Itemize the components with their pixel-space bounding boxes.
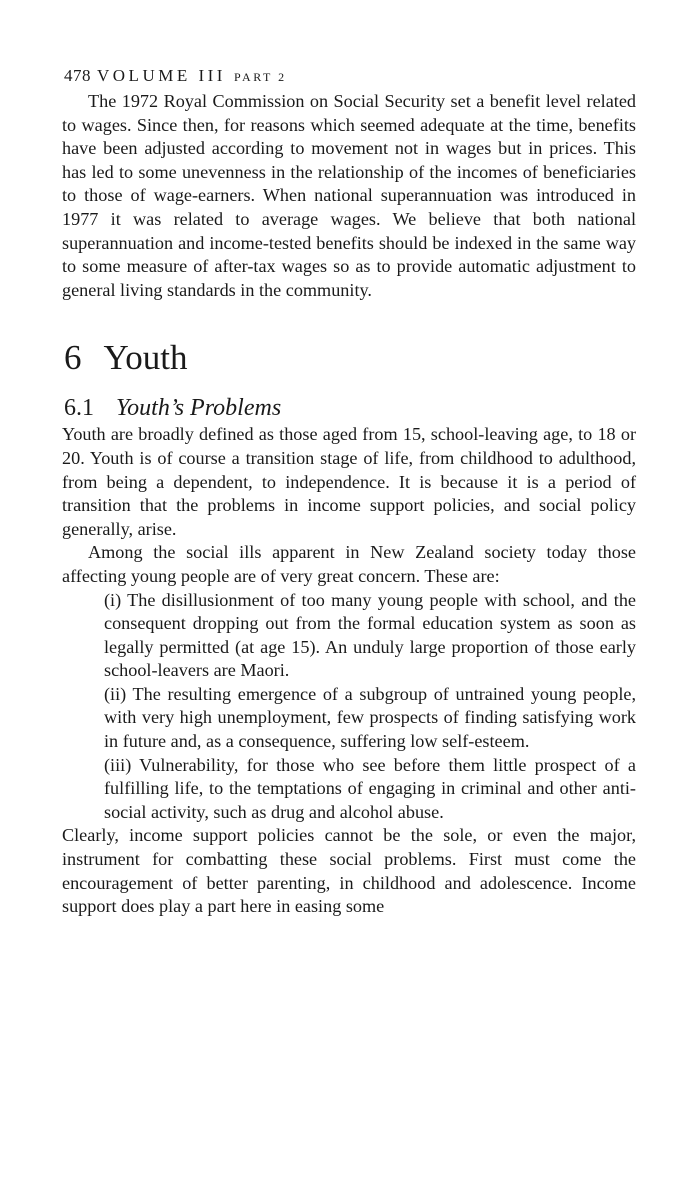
running-head [64, 62, 636, 90]
paragraph: Among the social ills apparent in New Zealand society today those affecting young people are of very great concern. These are: [62, 542, 636, 586]
part-label: PART 2 [233, 70, 287, 84]
page-number: 478 [64, 66, 91, 85]
subsection-number: 6.1 [64, 395, 94, 422]
subsection-heading [64, 393, 636, 423]
list-item: (iii) Vulnerability, for those who see before them little prospect of a fulfilling life, to the temptations of engaging in criminal and other anti-social activity, such as drug and alcohol abuse. [104, 754, 636, 822]
paragraph: Clearly, income support policies cannot be the sole, or even the major, instrument for combatting these social problems. First must come the encouragement of better parenting, in childhood and adolescence. Income support does play a part here in easing some [62, 825, 636, 917]
volume-label: VOLUME III [97, 66, 226, 85]
list-item: (i) The disillusionment of too many young people with school, and the consequent dropping out from the formal education system as soon as legally permitted (at age 15). An unduly large proportion of those early school-leavers are Maori. [104, 589, 636, 681]
paragraph: Youth are broadly defined as those aged from 15, school-leaving age, to 18 or 20. Youth is of course a transition stage of life, from childhood to adulthood, from being a dependent, to independence. It is because it is a period of transition that the problems in income support policies, and social policy generally, arise. [62, 424, 636, 539]
paragraph: The 1972 Royal Commission on Social Security set a benefit level related to wages. Since then, for reasons which seemed adequate at the time, benefits have been adjusted according to movement not in wages but in prices. This has led to some unevenness in the relationship of the incomes of beneficiaries to those of wage-earners. When national superannuation was introduced in 1977 it was related to average wages. We believe that both national superannuation and income-tested benefits should be indexed in the same way to some measure of after-tax wages so as to provide automatic adjustment to general living standards in the community. [62, 91, 636, 300]
section-title: Youth [103, 338, 188, 378]
problem-list [62, 589, 636, 825]
subsection-title: Youth’s Problems [116, 395, 282, 422]
document-page [62, 62, 636, 919]
section-heading [64, 338, 636, 378]
list-item: (ii) The resulting emergence of a subgroup of untrained young people, with very high unemployment, few prospects of finding satisfying work in future and, as a consequence, suffering low self-esteem. [104, 683, 636, 752]
section-number: 6 [64, 338, 82, 378]
